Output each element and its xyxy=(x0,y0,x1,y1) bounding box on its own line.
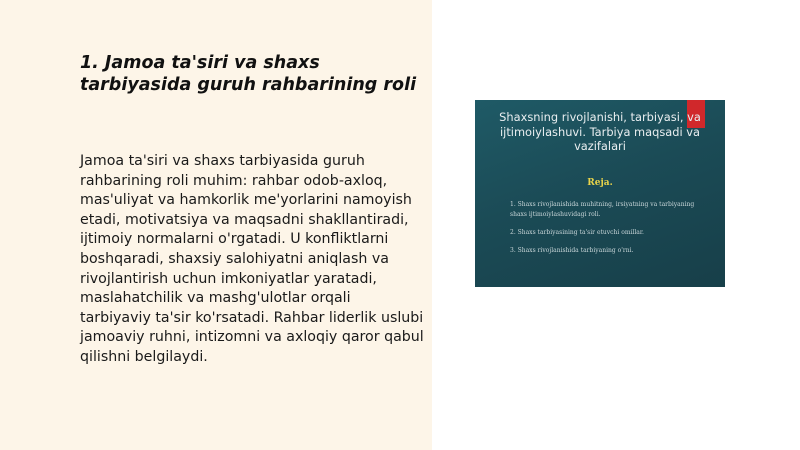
slide-title: 1. Jamoa ta'siri va shaxs tarbiyasida guruh rahbarining roli xyxy=(80,53,417,95)
thumbnail-list-item: 3. Shaxs rivojlanishida tarbiyaning o'rni. xyxy=(510,247,634,254)
slide-body-text: Jamoa ta'siri va shaxs tarbiyasida guruh rahbarining roli muhim: rahbar odob-axloq, mas'uliyat va hamkorlik me'yorlarini namoyish etadi, motivatsiya va maqsadni shakllantiradi, ijtimoiy normalarni o'rgatadi. U konfliktlarni boshqaradi, shaxsiy salohiyatni aniqlash va rivojlantirish uchun imkoniyatlar yaratadi, maslahatchilik va mashg'ulotlar orqali tarbiyaviy ta'sir ko'rsatadi. Rahbar liderlik uslubi jamoaviy ruhni, intizomni va axloqiy qaror qabul qilishni belgilaydi. xyxy=(80,153,424,365)
thumbnail-subtitle: Reja. xyxy=(587,178,613,188)
thumbnail-list xyxy=(510,200,710,264)
thumbnail-title: Shaxsning rivojlanishi, tarbiyasi, va ijtimoiylashuvi. Tarbiya maqsadi va vazifalari xyxy=(499,110,701,153)
thumbnail-list-item: 1. Shaxs rivojlanishida muhitning, irsiyatning va tarbiyaning shaxs ijtimoiylashuvidagi roli. xyxy=(510,201,695,218)
thumbnail-list-item: 2. Shaxs tarbiyasining ta'sir etuvchi omillar. xyxy=(510,229,644,236)
slide-thumbnail-image xyxy=(475,100,725,287)
